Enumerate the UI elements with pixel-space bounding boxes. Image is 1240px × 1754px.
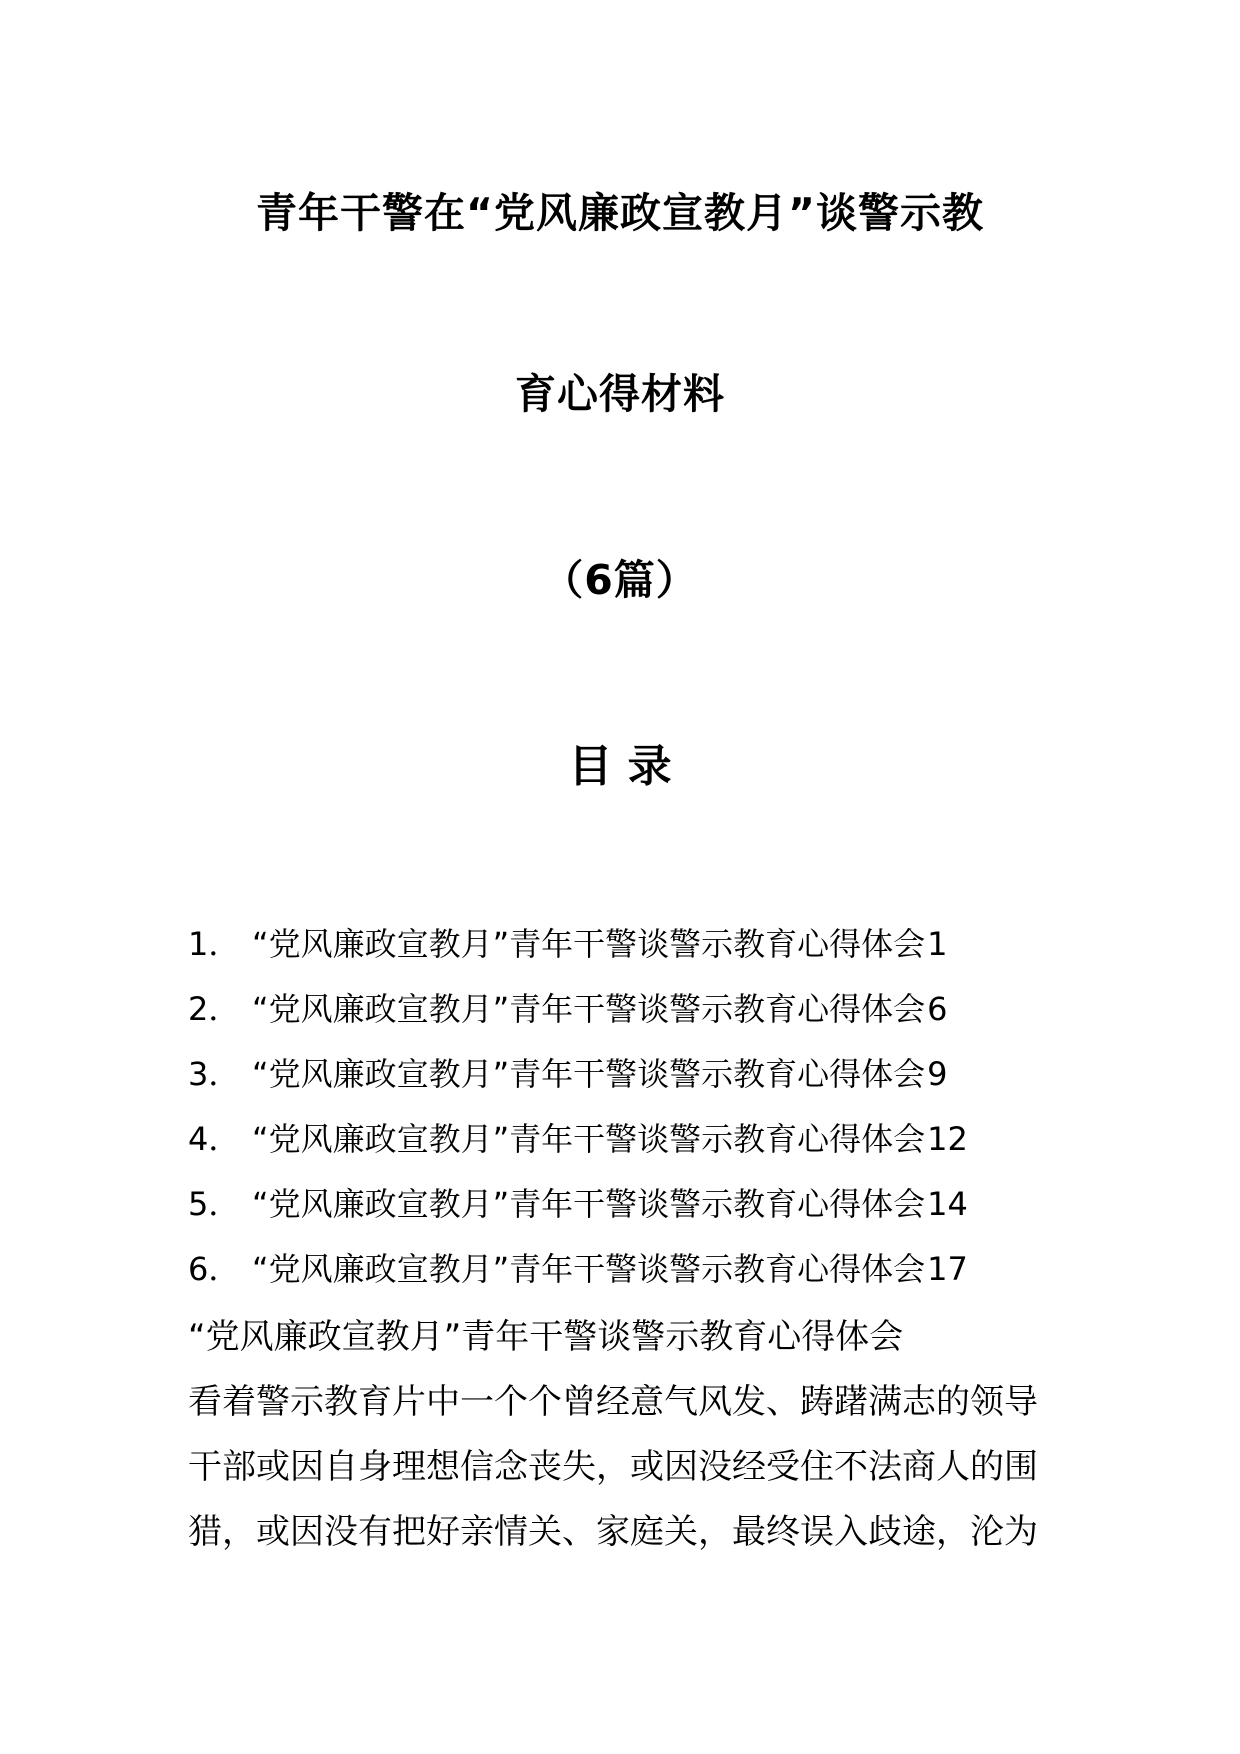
toc-entry-5[interactable] [188,1180,1088,1245]
toc-entry-6[interactable] [188,1245,1088,1310]
body-text [188,1305,1068,1565]
toc-entry-3[interactable] [188,1050,1088,1115]
toc-entry-page: 12 [927,1120,968,1158]
body-paragraph-line: 干部或因自身理想信念丧失，或因没经受住不法商人的围 [188,1447,1038,1487]
document-title-line-1: 青年干警在“党风廉政宣教月”谈警示教 [256,189,984,237]
toc-entry-page: 17 [927,1250,968,1288]
toc-entry-title: “党风廉政宣教月”青年干警谈警示教育心得体会 [252,1185,926,1223]
toc-entry-title: “党风廉政宣教月”青年干警谈警示教育心得体会 [252,1120,926,1158]
toc-entry-4[interactable] [188,1115,1088,1180]
toc-entry-page: 14 [927,1185,968,1223]
toc-entry-number: 2． [188,990,241,1028]
toc-entry-page: 9 [927,1055,948,1093]
toc-entry-1[interactable] [188,920,1088,985]
document-title-line-2: 育心得材料 [515,370,725,418]
toc-entry-page: 1 [927,925,948,963]
toc-entry-title: “党风廉政宣教月”青年干警谈警示教育心得体会 [252,990,926,1028]
document-subtitle: （6篇） [542,556,698,604]
toc-heading: 目 录 [568,741,672,792]
body-paragraph-line: 猎，或因没有把好亲情关、家庭关，最终误入歧途，沦为 [188,1512,1038,1552]
body-paragraph-line: 看着警示教育片中一个个曾经意气风发、踌躇满志的领导 [188,1382,1038,1422]
toc-entry-number: 5． [188,1185,241,1223]
toc-entry-title: “党风廉政宣教月”青年干警谈警示教育心得体会 [252,1055,926,1093]
toc-entry-title: “党风廉政宣教月”青年干警谈警示教育心得体会 [252,925,926,963]
section-heading: “党风廉政宣教月”青年干警谈警示教育心得体会 [188,1317,904,1357]
toc-entry-number: 4． [188,1120,241,1158]
table-of-contents [188,920,1088,1310]
toc-entry-number: 6． [188,1250,241,1288]
toc-entry-number: 3． [188,1055,241,1093]
toc-entry-title: “党风廉政宣教月”青年干警谈警示教育心得体会 [252,1250,926,1288]
toc-entry-2[interactable] [188,985,1088,1050]
toc-entry-page: 6 [927,990,948,1028]
toc-entry-number: 1． [188,925,241,963]
